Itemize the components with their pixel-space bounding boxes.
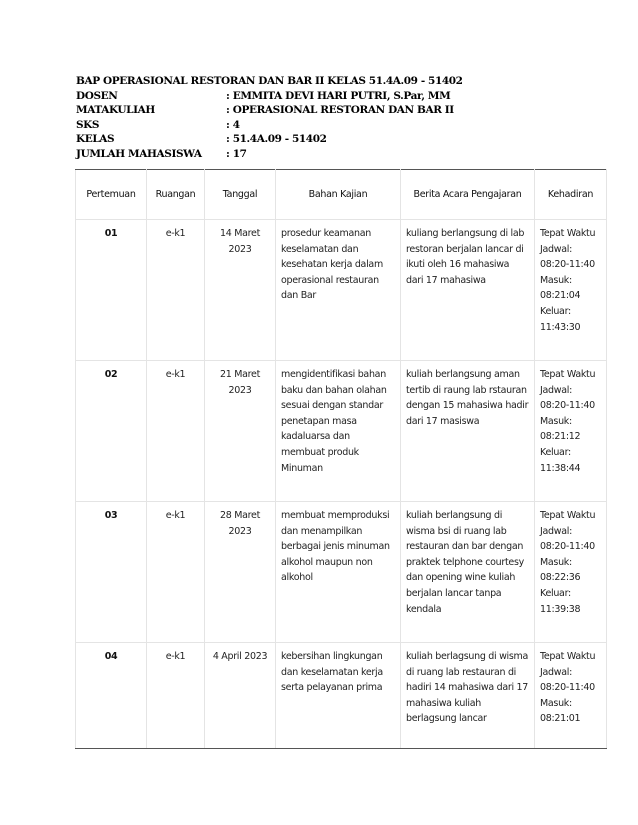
cell-pertemuan: 02 <box>76 361 147 502</box>
field-label: DOSEN <box>76 90 118 102</box>
cell-berita-acara: kuliah berlagsung di wisma di ruang lab restauran di hadiri 14 mahasiwa dari 17 mahasiwa kuliah berlagsung lancar <box>401 643 535 749</box>
cell-ruangan: e-k1 <box>147 502 205 643</box>
cell-pertemuan: 04 <box>76 643 147 749</box>
cell-pertemuan: 03 <box>76 502 147 643</box>
cell-bahan-kajian: mengidentifikasi bahan baku dan bahan olahan sesuai dengan standar penetapan masa kadaluarsa dan membuat produk Minuman <box>276 361 401 502</box>
field-value: : 17 <box>226 147 247 160</box>
field-matakuliah <box>76 103 616 117</box>
field-label: JUMLAH MAHASISWA <box>76 147 202 160</box>
table-row <box>76 502 607 643</box>
col-header-kehadiran: Kehadiran <box>535 170 607 220</box>
cell-ruangan: e-k1 <box>147 643 205 749</box>
cell-kehadiran: Tepat Waktu Jadwal: 08:20-11:40 Masuk: 08:21:12 Keluar: 11:38:44 <box>535 361 607 502</box>
col-header-pertemuan: Pertemuan <box>76 170 147 220</box>
col-header-berita-acara: Berita Acara Pengajaran <box>401 170 535 220</box>
attendance-table <box>75 169 607 749</box>
field-jumlah-mahasiswa <box>76 147 616 161</box>
field-value: : OPERASIONAL RESTORAN DAN BAR II <box>226 104 454 117</box>
cell-bahan-kajian: kebersihan lingkungan dan keselamatan kerja serta pelayanan prima <box>276 643 401 749</box>
cell-berita-acara: kuliah berlangsung di wisma bsi di ruang lab restauran dan bar dengan praktek telphone courtesy dan opening wine kuliah berjalan lancar tanpa kendala <box>401 502 535 643</box>
field-value: : 51.4A.09 - 51402 <box>226 133 327 146</box>
table-row <box>76 361 607 502</box>
cell-kehadiran: Tepat Waktu Jadwal: 08:20-11:40 Masuk: 08:22:36 Keluar: 11:39:38 <box>535 502 607 643</box>
cell-bahan-kajian: prosedur keamanan keselamatan dan kesehatan kerja dalam operasional restauran dan Bar <box>276 220 401 361</box>
cell-berita-acara: kuliah berlangsung aman tertib di raung lab rstauran dengan 15 mahasiwa hadir dari 17 masiswa <box>401 361 535 502</box>
cell-kehadiran: Tepat Waktu Jadwal: 08:20-11:40 Masuk: 08:21:04 Keluar: 11:43:30 <box>535 220 607 361</box>
field-value: : EMMITA DEVI HARI PUTRI, S.Par, MM <box>226 90 451 102</box>
field-label: SKS <box>76 118 100 131</box>
col-header-bahan-kajian: Bahan Kajian <box>276 170 401 220</box>
field-kelas <box>76 132 616 146</box>
field-label: MATAKULIAH <box>76 104 155 117</box>
cell-berita-acara: kuliang berlangsung di lab restoran berjalan lancar di ikuti oleh 16 mahasiwa dari 17 mahasiwa <box>401 220 535 361</box>
cell-pertemuan: 01 <box>76 220 147 361</box>
field-dosen <box>76 89 616 103</box>
cell-tanggal: 4 April 2023 <box>205 643 276 749</box>
cell-tanggal: 21 Maret 2023 <box>205 361 276 502</box>
table-row <box>76 220 607 361</box>
cell-ruangan: e-k1 <box>147 220 205 361</box>
field-value: : 4 <box>226 118 240 131</box>
table-row <box>76 643 607 749</box>
field-sks <box>76 118 616 132</box>
cell-tanggal: 14 Maret 2023 <box>205 220 276 361</box>
col-header-tanggal: Tanggal <box>205 170 276 220</box>
col-header-ruangan: Ruangan <box>147 170 205 220</box>
cell-bahan-kajian: membuat memproduksi dan menampilkan berbagai jenis minuman alkohol maupun non alkohol <box>276 502 401 643</box>
cell-kehadiran: Tepat Waktu Jadwal: 08:20-11:40 Masuk: 08:21:01 <box>535 643 607 749</box>
cell-ruangan: e-k1 <box>147 361 205 502</box>
field-label: KELAS <box>76 133 115 146</box>
cell-tanggal: 28 Maret 2023 <box>205 502 276 643</box>
bap-header <box>76 74 616 161</box>
table-header-row <box>76 170 607 220</box>
document-title: BAP OPERASIONAL RESTORAN DAN BAR II KELAS 51.4A.09 - 51402 <box>76 75 463 87</box>
